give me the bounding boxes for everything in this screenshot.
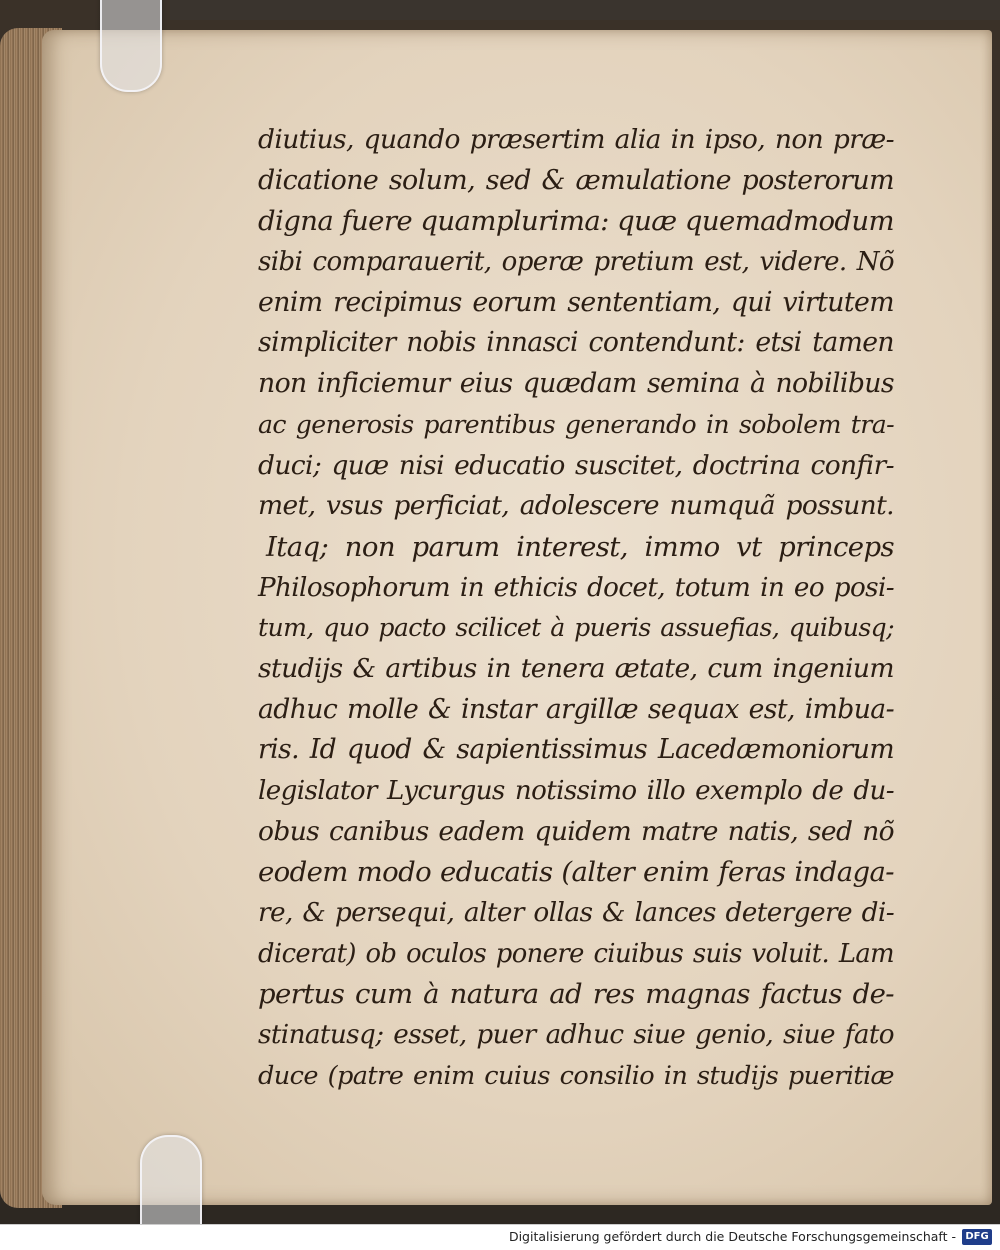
- top-page-clip: [100, 0, 162, 92]
- text-line: stinatusq; esset, puer adhuc siue genio, siue fato: [258, 1020, 894, 1051]
- bottom-page-clip: [140, 1135, 202, 1224]
- text-line: re, & persequi, alter ollas & lances detergere di-: [258, 898, 894, 929]
- scan-top-strip: [170, 0, 1000, 20]
- text-line: non inficiemur eius quædam semina à nobilibus: [258, 368, 894, 400]
- footer-bar: [0, 1224, 1000, 1250]
- text-line: enim recipimus eorum sententiam, qui virtutem: [258, 286, 894, 318]
- page-text-block: [258, 120, 894, 1097]
- text-line: adhuc molle & instar argillæ sequax est, imbua-: [258, 693, 894, 725]
- text-line: obus canibus eadem quidem matre natis, sed nõ: [258, 815, 894, 847]
- dfg-logo: DFG: [962, 1229, 992, 1245]
- text-line: studijs & artibus in tenera ætate, cum ingenium: [258, 652, 894, 684]
- text-line: dicatione solum, sed & æmulatione posterorum: [258, 164, 894, 196]
- text-line: simpliciter nobis innasci contendunt: etsi tamen: [258, 327, 894, 359]
- text-line: ac generosis parentibus generando in sobolem tra-: [258, 409, 894, 439]
- text-line: duce (patre enim cuius consilio in studijs pueritiæ: [258, 1060, 894, 1091]
- text-line: digna fuere quamplurima: quæ quemadmodum: [258, 205, 894, 238]
- text-line: diutius, quando præsertim alia in ipso, non præ-: [258, 124, 894, 155]
- text-line: duci; quæ nisi educatio suscitet, doctrina confir-: [258, 449, 894, 481]
- funding-credit: Digitalisierung gefördert durch die Deutsche Forschungsgemeinschaft -: [508, 1229, 956, 1244]
- text-line: pertus cum à natura ad res magnas factus de-: [258, 978, 894, 1011]
- text-line: met, vsus perficiat, adolescere numquã possunt.: [258, 490, 894, 522]
- text-line: Philosophorum in ethicis docet, totum in eo posi-: [258, 572, 894, 603]
- text-line: dicerat) ob oculos ponere ciuibus suis voluit. Lam: [258, 938, 894, 969]
- paragraph-start-line: Itaq; non parum interest, immo vt princeps: [266, 530, 894, 563]
- text-line: legislator Lycurgus notissimo illo exemplo de du-: [258, 776, 894, 806]
- text-line: eodem modo educatis (alter enim feras indaga-: [258, 856, 894, 889]
- text-line: sibi comparauerit, operæ pretium est, videre. Nõ: [258, 247, 894, 278]
- text-line: tum, quo pacto scilicet à pueris assuefias, quibusq;: [258, 613, 894, 643]
- text-line: ris. Id quod & sapientissimus Lacedæmoniorum: [258, 734, 894, 766]
